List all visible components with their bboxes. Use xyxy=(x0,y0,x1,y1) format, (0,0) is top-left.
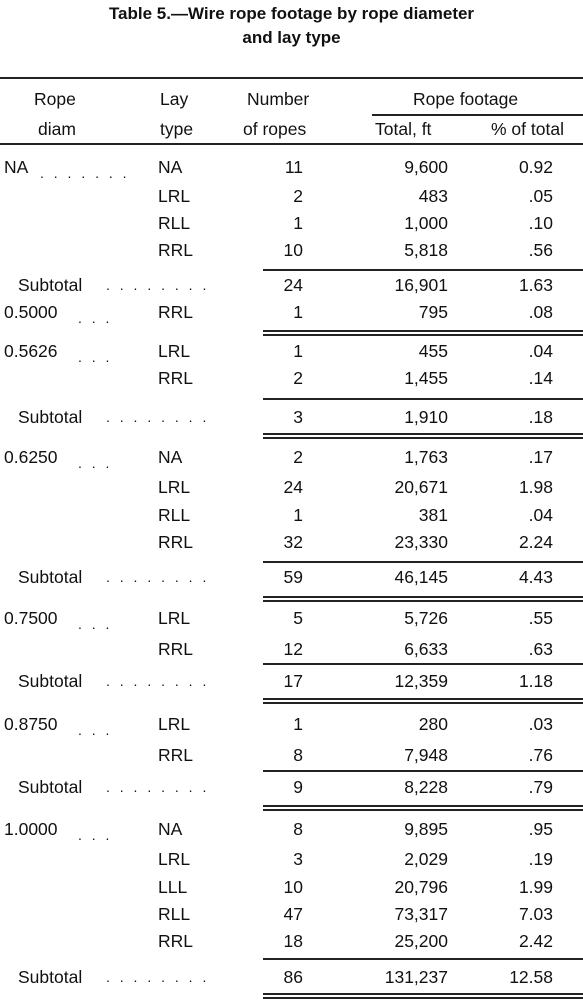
lay-type-cell: RRL xyxy=(158,240,194,260)
number-of-ropes-cell: 86 xyxy=(283,967,303,987)
pct-of-total-cell: .10 xyxy=(528,213,553,233)
number-of-ropes-cell: 1 xyxy=(293,714,303,734)
lay-type-cell: NA xyxy=(158,157,183,177)
header-rope-footage: Rope footage xyxy=(413,89,519,109)
number-of-ropes-cell: 11 xyxy=(284,157,303,177)
total-ft-cell: 8,228 xyxy=(404,777,448,797)
pct-of-total-cell: .63 xyxy=(528,639,553,659)
pct-of-total-cell: 1.63 xyxy=(518,275,553,295)
lay-type-cell: RRL xyxy=(158,532,194,552)
lay-type-cell: RRL xyxy=(158,368,194,388)
pct-of-total-cell: 7.03 xyxy=(518,904,553,924)
number-of-ropes-cell: 1 xyxy=(293,213,303,233)
group-rule-10 xyxy=(263,958,583,960)
group-double-rule-1-b xyxy=(263,334,583,336)
pct-of-total-cell: .03 xyxy=(528,714,553,734)
total-ft-cell: 483 xyxy=(418,186,448,206)
rope-diam-cell: 0.8750 xyxy=(4,714,58,734)
pct-of-total-cell: 2.24 xyxy=(518,532,553,552)
table-top-rule xyxy=(0,77,583,79)
pct-of-total-cell: 1.99 xyxy=(518,877,553,897)
pct-of-total-cell: 1.98 xyxy=(518,477,553,497)
lay-type-cell: NA xyxy=(158,447,183,467)
number-of-ropes-cell: 2 xyxy=(293,186,303,206)
lay-type-cell: LRL xyxy=(158,186,191,206)
total-ft-cell: 9,895 xyxy=(404,819,448,839)
lay-type-cell: RRL xyxy=(158,639,194,659)
header-lay-type-1: Lay xyxy=(160,89,189,109)
number-of-ropes-cell: 47 xyxy=(283,904,303,924)
lay-type-cell: LRL xyxy=(158,477,191,497)
rope-diam-cell: 0.6250 xyxy=(4,447,58,467)
pct-of-total-cell: 1.18 xyxy=(518,671,553,691)
number-of-ropes-cell: 1 xyxy=(293,302,303,322)
pct-of-total-cell: .79 xyxy=(528,777,553,797)
number-of-ropes-cell: 3 xyxy=(293,407,303,427)
lay-type-cell: RLL xyxy=(158,904,191,924)
header-bottom-rule xyxy=(0,143,583,145)
pct-of-total-cell: 4.43 xyxy=(518,567,553,587)
number-of-ropes-cell: 1 xyxy=(293,341,303,361)
leader-dots: . . . . . . . . xyxy=(106,969,210,985)
rope-diam-cell: NA xyxy=(4,157,29,177)
lay-type-cell: RLL xyxy=(158,505,191,525)
total-ft-cell: 20,671 xyxy=(394,477,448,497)
number-of-ropes-cell: 8 xyxy=(293,819,303,839)
total-ft-cell: 16,901 xyxy=(394,275,448,295)
total-ft-cell: 280 xyxy=(418,714,448,734)
number-of-ropes-cell: 2 xyxy=(293,447,303,467)
leader-dots: . . . xyxy=(78,827,113,843)
group-rule-8 xyxy=(263,770,583,772)
pct-of-total-cell: .76 xyxy=(528,745,553,765)
total-ft-cell: 25,200 xyxy=(394,931,448,951)
total-ft-cell: 455 xyxy=(418,341,448,361)
subtotal-label: Subtotal xyxy=(18,407,83,427)
group-rule-6 xyxy=(263,663,583,665)
total-ft-cell: 20,796 xyxy=(394,877,448,897)
rope-diam-cell: 1.0000 xyxy=(4,819,58,839)
total-ft-cell: 12,359 xyxy=(394,671,448,691)
number-of-ropes-cell: 3 xyxy=(293,849,303,869)
pct-of-total-cell: .05 xyxy=(528,186,553,206)
header-total-ft: Total, ft xyxy=(375,119,432,139)
leader-dots: . . . xyxy=(78,722,113,738)
pct-of-total-cell: 12.58 xyxy=(509,967,553,987)
number-of-ropes-cell: 24 xyxy=(283,275,303,295)
header-footage-rule xyxy=(372,114,583,116)
number-of-ropes-cell: 59 xyxy=(283,567,303,587)
rope-diam-cell: 0.7500 xyxy=(4,608,58,628)
pct-of-total-cell: .95 xyxy=(528,819,553,839)
pct-of-total-cell: .19 xyxy=(528,849,553,869)
subtotal-label: Subtotal xyxy=(18,967,83,987)
total-ft-cell: 6,633 xyxy=(404,639,448,659)
total-ft-cell: 1,000 xyxy=(404,213,448,233)
table-title xyxy=(0,2,583,50)
number-of-ropes-cell: 10 xyxy=(283,240,303,260)
group-double-rule-11-b xyxy=(263,997,583,999)
total-ft-cell: 795 xyxy=(418,302,448,322)
leader-dots: . . . . . . . . xyxy=(106,673,210,689)
number-of-ropes-cell: 1 xyxy=(293,505,303,525)
lay-type-cell: LRL xyxy=(158,714,191,734)
group-double-rule-5-b xyxy=(263,600,583,602)
lay-type-cell: LRL xyxy=(158,341,191,361)
number-of-ropes-cell: 9 xyxy=(293,777,303,797)
number-of-ropes-cell: 5 xyxy=(293,608,303,628)
lay-type-cell: LRL xyxy=(158,608,191,628)
group-double-rule-3-a xyxy=(263,433,583,435)
lay-type-cell: NA xyxy=(158,819,183,839)
number-of-ropes-cell: 12 xyxy=(283,639,303,659)
total-ft-cell: 1,910 xyxy=(404,407,448,427)
number-of-ropes-cell: 24 xyxy=(283,477,303,497)
total-ft-cell: 7,948 xyxy=(404,745,448,765)
number-of-ropes-cell: 8 xyxy=(293,745,303,765)
total-ft-cell: 5,726 xyxy=(404,608,448,628)
rope-diam-cell: 0.5000 xyxy=(4,302,58,322)
pct-of-total-cell: .18 xyxy=(528,407,553,427)
group-rule-4 xyxy=(263,561,583,563)
group-double-rule-9-b xyxy=(263,809,583,811)
number-of-ropes-cell: 10 xyxy=(283,877,303,897)
leader-dots: . . . xyxy=(78,310,113,326)
lay-type-cell: LLL xyxy=(158,877,188,897)
number-of-ropes-cell: 2 xyxy=(293,368,303,388)
pct-of-total-cell: .08 xyxy=(528,302,553,322)
pct-of-total-cell: .04 xyxy=(528,341,553,361)
total-ft-cell: 1,455 xyxy=(404,368,448,388)
group-double-rule-1-a xyxy=(263,330,583,332)
number-of-ropes-cell: 32 xyxy=(283,532,303,552)
pct-of-total-cell: .14 xyxy=(528,368,553,388)
pct-of-total-cell: 0.92 xyxy=(518,157,553,177)
pct-of-total-cell: .04 xyxy=(528,505,553,525)
lay-type-cell: RRL xyxy=(158,745,194,765)
group-double-rule-5-a xyxy=(263,596,583,598)
subtotal-label: Subtotal xyxy=(18,275,83,295)
pct-of-total-cell: .55 xyxy=(528,608,553,628)
lay-type-cell: RRL xyxy=(158,302,194,322)
total-ft-cell: 73,317 xyxy=(394,904,448,924)
leader-dots: . . . . . . . . xyxy=(106,409,210,425)
group-double-rule-7-b xyxy=(263,702,583,704)
total-ft-cell: 23,330 xyxy=(394,532,448,552)
total-ft-cell: 5,818 xyxy=(404,240,448,260)
header-number-1: Number xyxy=(247,89,310,109)
lay-type-cell: RLL xyxy=(158,213,191,233)
pct-of-total-cell: .17 xyxy=(528,447,553,467)
total-ft-cell: 131,237 xyxy=(384,967,448,987)
leader-dots: . . . xyxy=(78,616,113,632)
group-double-rule-3-b xyxy=(263,437,583,439)
group-double-rule-11-a xyxy=(263,993,583,995)
header-rope-diam-2: diam xyxy=(38,119,76,139)
table-title-line-2: and lay type xyxy=(242,28,341,47)
subtotal-label: Subtotal xyxy=(18,777,83,797)
leader-dots: . . . . . . . . xyxy=(106,277,210,293)
rope-diam-cell: 0.5626 xyxy=(4,341,58,361)
leader-dots: . . . . . . . . xyxy=(106,569,210,585)
leader-dots: . . . . . . . . xyxy=(106,779,210,795)
table-title-line-1: Table 5.—Wire rope footage by rope diameter xyxy=(108,4,475,23)
leader-dots: . . . . . . . xyxy=(40,165,130,181)
total-ft-cell: 46,145 xyxy=(394,567,448,587)
group-rule-0 xyxy=(263,269,583,271)
header-divider xyxy=(372,114,374,116)
group-double-rule-9-a xyxy=(263,805,583,807)
header-pct-total: % of total xyxy=(491,119,564,139)
number-of-ropes-cell: 17 xyxy=(283,671,303,691)
total-ft-cell: 1,763 xyxy=(404,447,448,467)
subtotal-label: Subtotal xyxy=(18,567,83,587)
leader-dots: . . . xyxy=(78,455,113,471)
number-of-ropes-cell: 18 xyxy=(283,931,303,951)
header-rope-diam-1: Rope xyxy=(34,89,76,109)
pct-of-total-cell: .56 xyxy=(528,240,553,260)
header-lay-type-2: type xyxy=(160,119,194,139)
total-ft-cell: 9,600 xyxy=(404,157,448,177)
leader-dots: . . . xyxy=(78,349,113,365)
lay-type-cell: RRL xyxy=(158,931,194,951)
group-rule-2 xyxy=(263,398,583,400)
pct-of-total-cell: 2.42 xyxy=(518,931,553,951)
header-number-2: of ropes xyxy=(243,119,307,139)
total-ft-cell: 2,029 xyxy=(404,849,448,869)
total-ft-cell: 381 xyxy=(418,505,448,525)
lay-type-cell: LRL xyxy=(158,849,191,869)
group-double-rule-7-a xyxy=(263,698,583,700)
subtotal-label: Subtotal xyxy=(18,671,83,691)
